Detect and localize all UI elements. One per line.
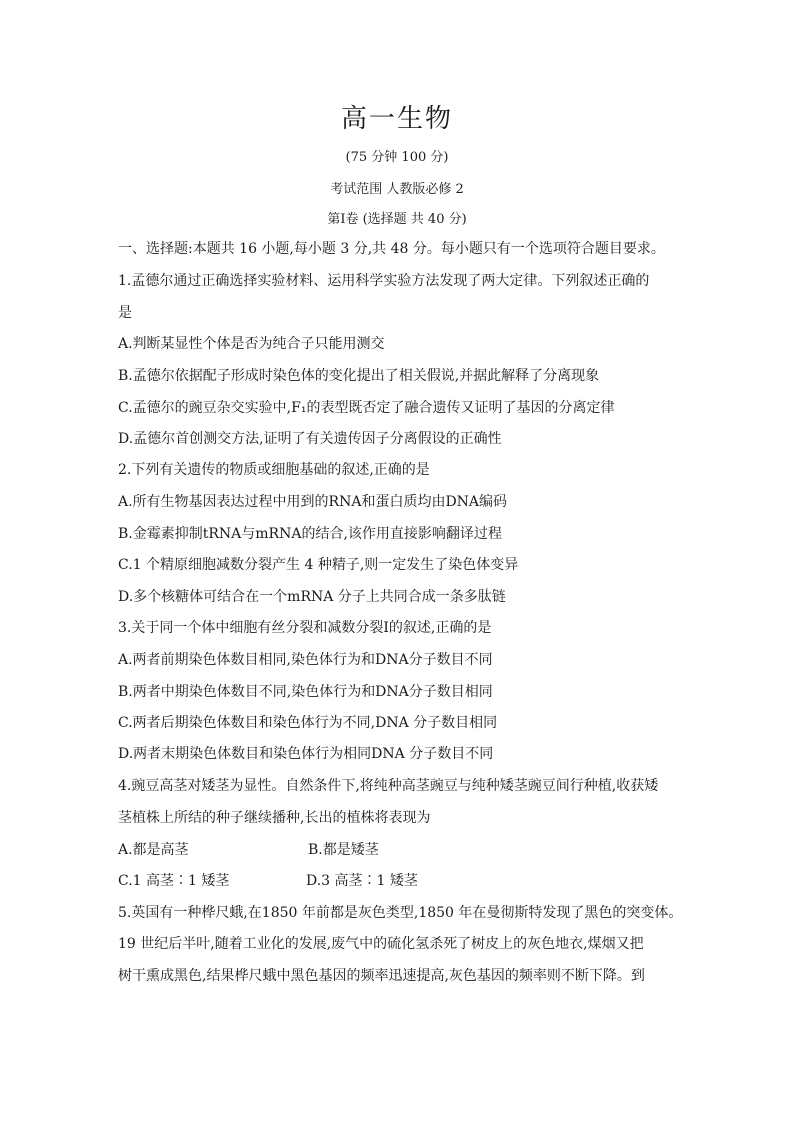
question-4-option-a: A.都是高茎 [118,842,189,858]
question-5-stem-line-3: 树干熏成黑色,结果桦尺蛾中黑色基因的频率迅速提高,灰色基因的频率则不断下降。到 [118,968,645,984]
question-1-stem-line-2: 是 [118,305,132,321]
volume-heading: 第Ⅰ卷 (选择题 共 40 分) [327,212,467,227]
question-4-option-b: B.都是矮茎 [308,842,379,858]
question-3-option-b: B.两者中期染色体数目不同,染色体行为和DNA分子数目相同 [118,684,493,700]
time-score: (75 分钟 100 分) [345,150,449,165]
question-4-stem-line-1: 4.豌豆高茎对矮茎为显性。自然条件下,将纯种高茎豌豆与纯种矮茎豌豆间行种植,收获矮 [118,778,659,794]
question-2-option-b: B.金霉素抑制tRNA与mRNA的结合,该作用直接影响翻译过程 [118,526,502,542]
question-3-option-c: C.两者后期染色体数目和染色体行为不同,DNA 分子数目相同 [118,715,498,731]
question-1-option-c: C.孟德尔的豌豆杂交实验中,F₁的表型既否定了融合遗传又证明了基因的分离定律 [118,400,615,416]
question-5-stem-line-2: 19 世纪后半叶,随着工业化的发展,废气中的硫化氢杀死了树皮上的灰色地衣,煤烟又把 [118,936,644,952]
question-1-option-d: D.孟德尔首创测交方法,证明了有关遗传因子分离假设的正确性 [118,431,502,447]
question-5-stem-line-1: 5.英国有一种桦尺蛾,在1850 年前都是灰色类型,1850 年在曼彻斯特发现了黑色的突变体。 [118,905,683,921]
page-title: 高一生物 [340,104,453,134]
exam-scope: 考试范围 人教版必修 2 [330,182,464,197]
question-2-option-c: C.1 个精原细胞减数分裂产生 4 种精子,则一定发生了染色体变异 [118,557,519,573]
question-1-stem-line-1: 1.孟德尔通过正确选择实验材料、运用科学实验方法发现了两大定律。下列叙述正确的 [118,273,650,289]
question-4-option-d: D.3 高茎∶1 矮茎 [306,873,418,889]
question-2-option-a: A.所有生物基因表达过程中用到的RNA和蛋白质均由DNA编码 [118,494,508,510]
question-4-option-c: C.1 高茎∶1 矮茎 [118,873,230,889]
question-2-option-d: D.多个核糖体可结合在一个mRNA 分子上共同合成一条多肽链 [118,589,506,605]
question-2-stem: 2.下列有关遗传的物质或细胞基础的叙述,正确的是 [118,462,430,478]
question-1-option-b: B.孟德尔依据配子形成时染色体的变化提出了相关假说,并据此解释了分离现象 [118,368,600,384]
question-3-option-d: D.两者末期染色体数目和染色体行为相同DNA 分子数目不同 [118,746,494,762]
section-instruction: 一、选择题:本题共 16 小题,每小题 3 分,共 48 分。每小题只有一个选项符合题目要求。 [118,241,665,257]
question-4-stem-line-2: 茎植株上所结的种子继续播种,长出的植株将表现为 [118,810,431,826]
question-3-stem: 3.关于同一个体中细胞有丝分裂和减数分裂Ⅰ的叙述,正确的是 [118,620,492,636]
question-3-option-a: A.两者前期染色体数目相同,染色体行为和DNA分子数目不同 [118,652,493,668]
question-1-option-a: A.判断某显性个体是否为纯合子只能用测交 [118,336,385,352]
